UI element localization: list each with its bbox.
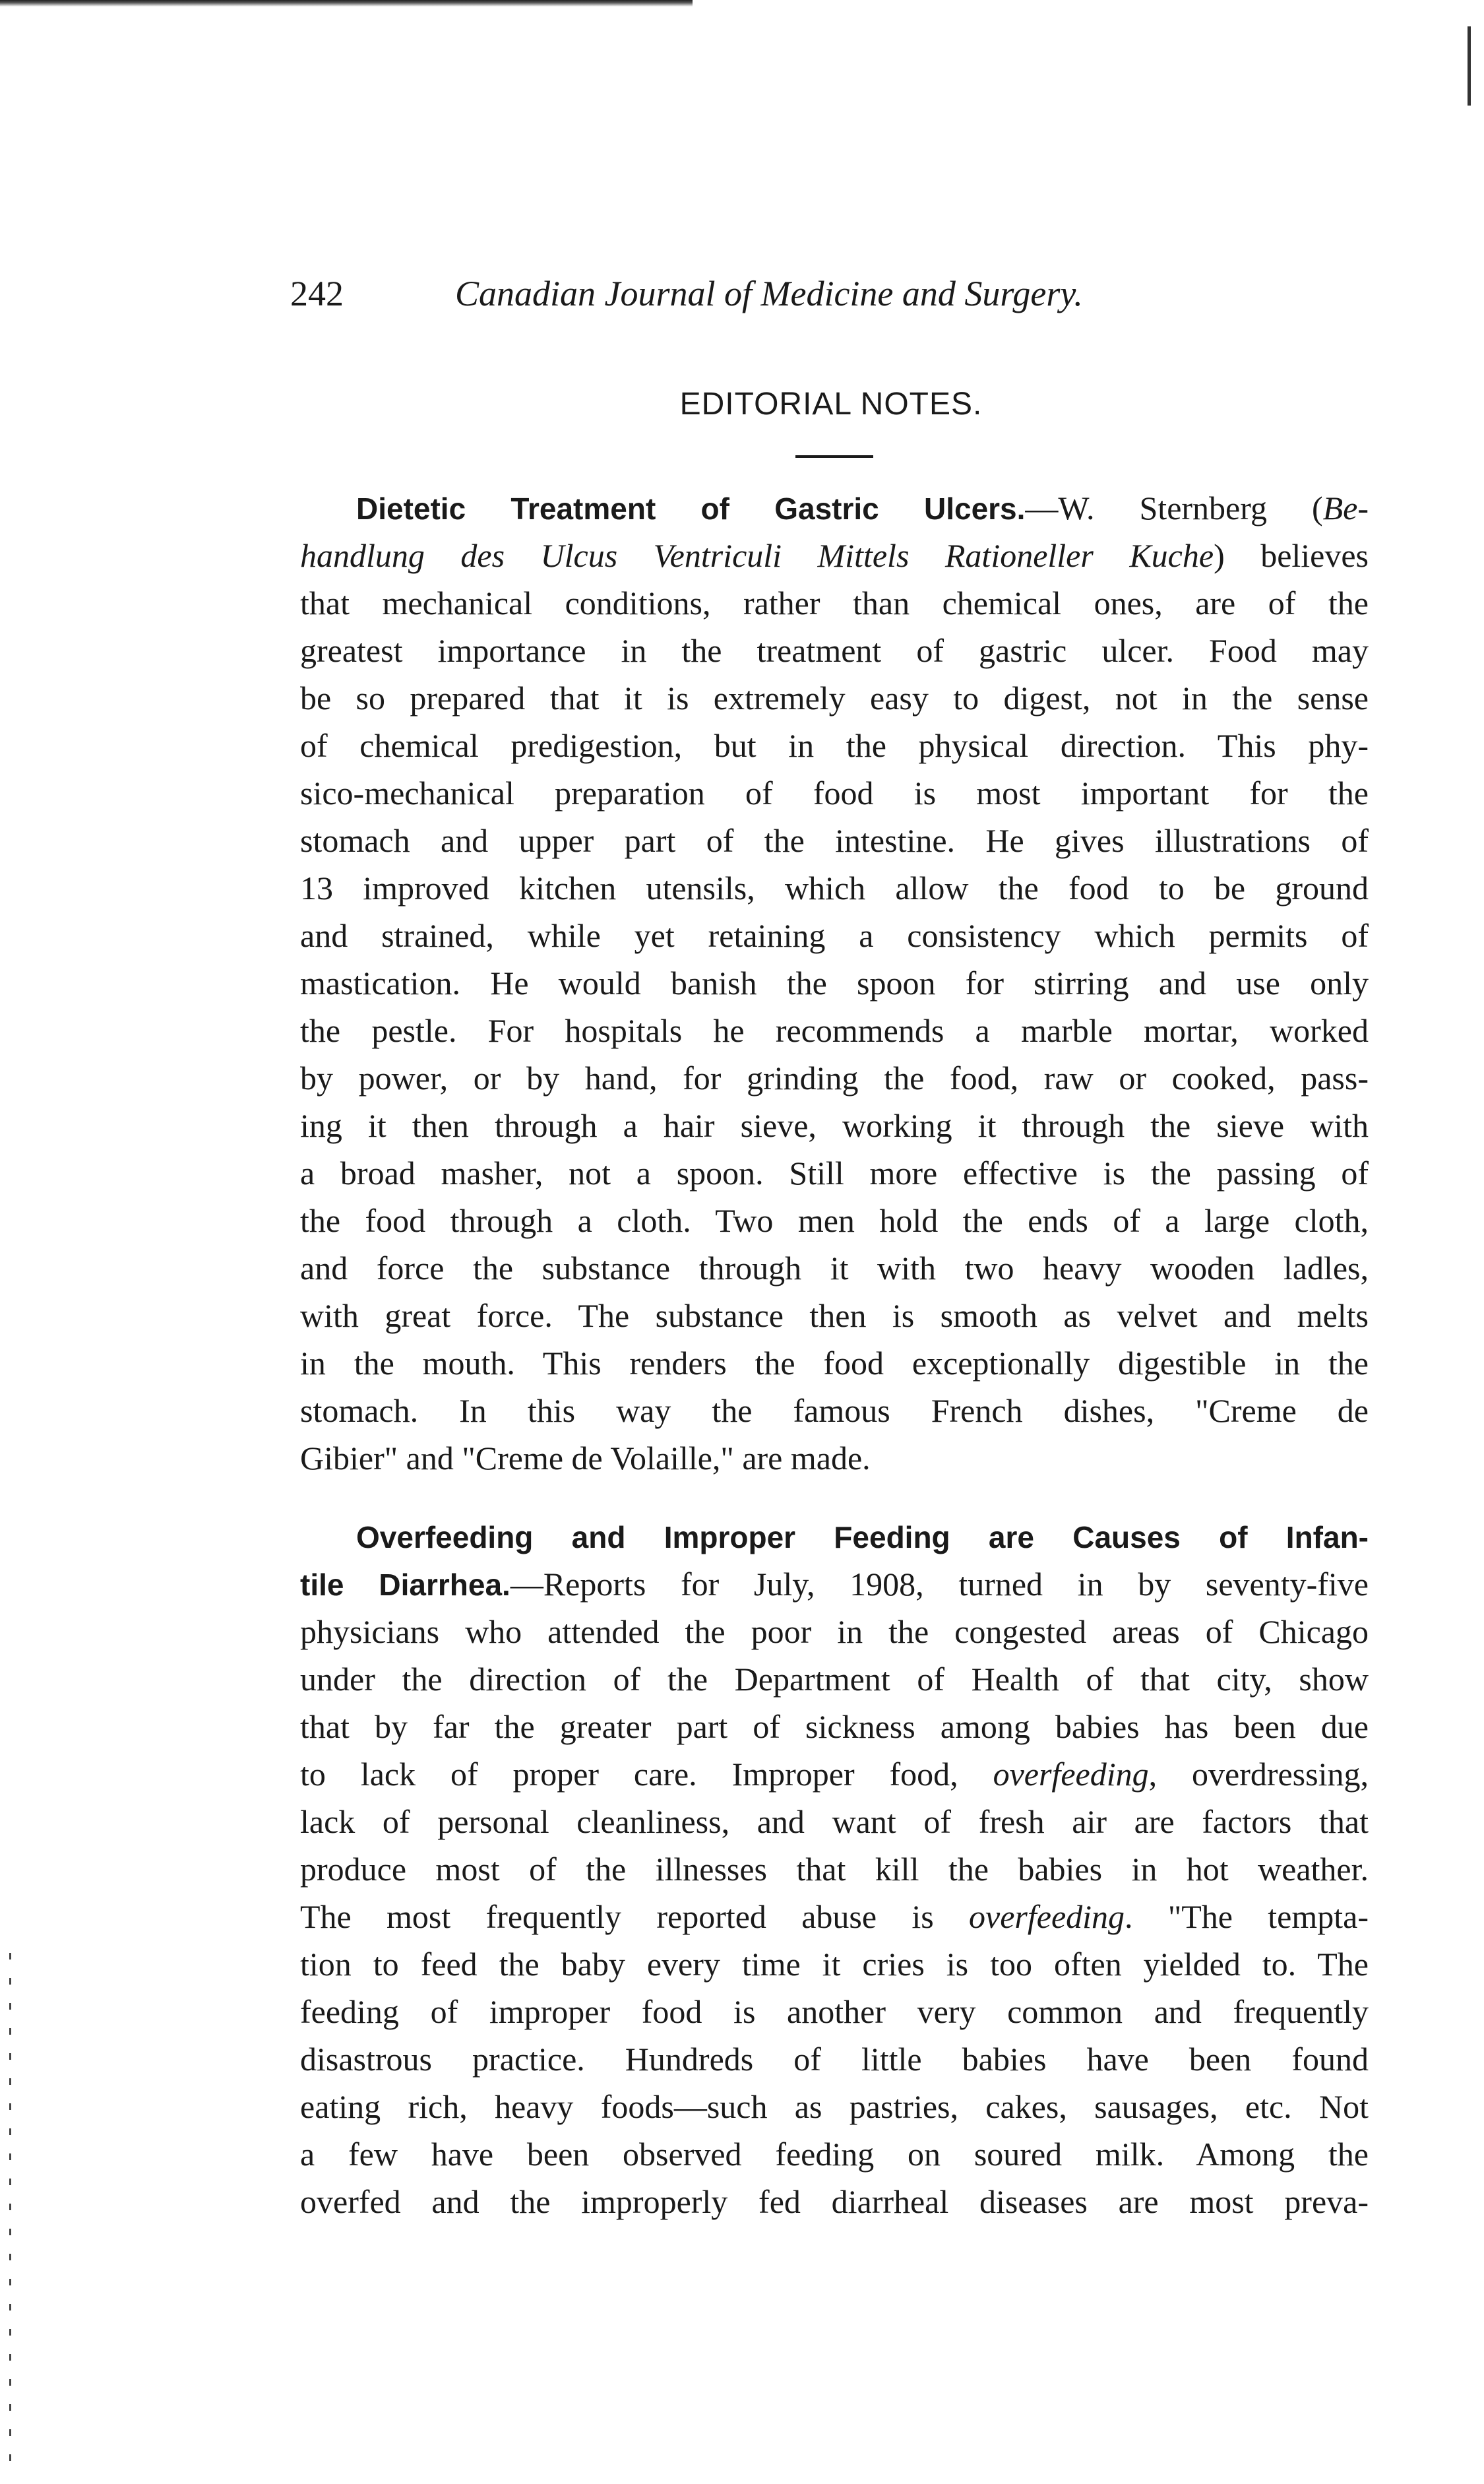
- article-heading: tile Diarrhea.: [300, 1568, 510, 1602]
- text-run: —W. Sternberg (: [1025, 490, 1323, 526]
- paragraph-line: [300, 484, 1369, 532]
- book-title: Be-: [1322, 490, 1369, 526]
- paragraph-line: sico-mechanical preparation of food is most important for the: [300, 775, 1369, 812]
- text-run: to lack of proper care. Improper food,: [300, 1756, 993, 1793]
- paragraph-line: [300, 1560, 1369, 1608]
- article-heading: Dietetic Treatment of Gastric Ulcers.: [356, 492, 1026, 526]
- paragraph-line: that by far the greater part of sickness among babies has been due: [300, 1708, 1369, 1745]
- paragraph-line: tion to feed the baby every time it cries is too often yielded to. The: [300, 1946, 1369, 1983]
- article-gastric-ulcers: [300, 484, 1369, 1482]
- page-header: [290, 267, 1227, 320]
- paragraph-line: [300, 1513, 1369, 1560]
- paragraph-line: feeding of improper food is another very common and frequently: [300, 1993, 1369, 2030]
- paragraph-line: [300, 532, 1369, 579]
- page-number: 242: [290, 274, 344, 313]
- paragraph-line: under the direction of the Department of Health of that city, show: [300, 1661, 1369, 1698]
- paragraph-line: in the mouth. This renders the food exceptionally digestible in the: [300, 1345, 1369, 1382]
- paragraph-line: stomach and upper part of the intestine. He gives illustrations of: [300, 822, 1369, 859]
- paragraph-line: eating rich, heavy foods—such as pastries, cakes, sausages, etc. Not: [300, 2088, 1369, 2125]
- paragraph-line: and strained, while yet retaining a consistency which permits of: [300, 917, 1369, 954]
- heading-divider: [795, 455, 873, 458]
- paragraph-line: the food through a cloth. Two men hold the ends of a large cloth,: [300, 1202, 1369, 1239]
- scan-edge-artifact: [0, 0, 693, 7]
- text-run: . "The tempta-: [1125, 1898, 1369, 1935]
- text-run: —Reports for July, 1908, turned in by seventy-five: [510, 1566, 1369, 1603]
- paragraph-line: 13 improved kitchen utensils, which allow the food to be ground: [300, 870, 1369, 907]
- paragraph-line: a few have been observed feeding on soured milk. Among the: [300, 2136, 1369, 2173]
- running-title: Canadian Journal of Medicine and Surgery.: [455, 274, 1083, 313]
- text-run: ) believes: [1214, 537, 1369, 574]
- article-infantile-diarrhea: [300, 1513, 1369, 2225]
- scan-edge-artifact: [9, 1953, 11, 2468]
- emphasis-text: overfeeding: [969, 1898, 1125, 1935]
- paragraph-line: [300, 1893, 1369, 1940]
- paragraph-line: and force the substance through it with two heavy wooden ladles,: [300, 1250, 1369, 1287]
- text-run: , overdressing,: [1148, 1756, 1369, 1793]
- paragraph-line: disastrous practice. Hundreds of little babies have been found: [300, 2041, 1369, 2078]
- paragraph-line: [300, 1750, 1369, 1798]
- paragraph-line: that mechanical conditions, rather than chemical ones, are of the: [300, 585, 1369, 621]
- paragraph-line: by power, or by hand, for grinding the food, raw or cooked, pass-: [300, 1060, 1369, 1097]
- emphasis-text: overfeeding: [993, 1756, 1149, 1793]
- paragraph-line: with great force. The substance then is smooth as velvet and melts: [300, 1297, 1369, 1334]
- paragraph-line: mastication. He would banish the spoon for stirring and use only: [300, 965, 1369, 1002]
- book-title: handlung des Ulcus Ventriculi Mittels Rationeller Kuche: [300, 537, 1214, 574]
- scan-edge-artifact: [1468, 26, 1471, 106]
- paragraph-line: greatest importance in the treatment of gastric ulcer. Food may: [300, 632, 1369, 669]
- paragraph-line: stomach. In this way the famous French dishes, "Creme de: [300, 1392, 1369, 1429]
- paragraph-line: Gibier" and "Creme de Volaille," are made.: [300, 1440, 871, 1477]
- paragraph-line: of chemical predigestion, but in the physical direction. This phy-: [300, 727, 1369, 764]
- paragraph-line: physicians who attended the poor in the congested areas of Chicago: [300, 1613, 1369, 1650]
- section-heading: EDITORIAL NOTES.: [679, 387, 983, 422]
- paragraph-line: a broad masher, not a spoon. Still more effective is the passing of: [300, 1155, 1369, 1192]
- article-heading: Overfeeding and Improper Feeding are Causes of Infan-: [356, 1520, 1369, 1554]
- paragraph-line: produce most of the illnesses that kill the babies in hot weather.: [300, 1851, 1369, 1888]
- paragraph-line: be so prepared that it is extremely easy to digest, not in the sense: [300, 680, 1369, 717]
- paragraph-line: overfed and the improperly fed diarrheal diseases are most preva-: [300, 2183, 1369, 2220]
- text-run: The most frequently reported abuse is: [300, 1898, 970, 1935]
- paragraph-line: ing it then through a hair sieve, working it through the sieve with: [300, 1107, 1369, 1144]
- paragraph-line: lack of personal cleanliness, and want of fresh air are factors that: [300, 1803, 1369, 1840]
- paragraph-line: the pestle. For hospitals he recommends a marble mortar, worked: [300, 1012, 1369, 1049]
